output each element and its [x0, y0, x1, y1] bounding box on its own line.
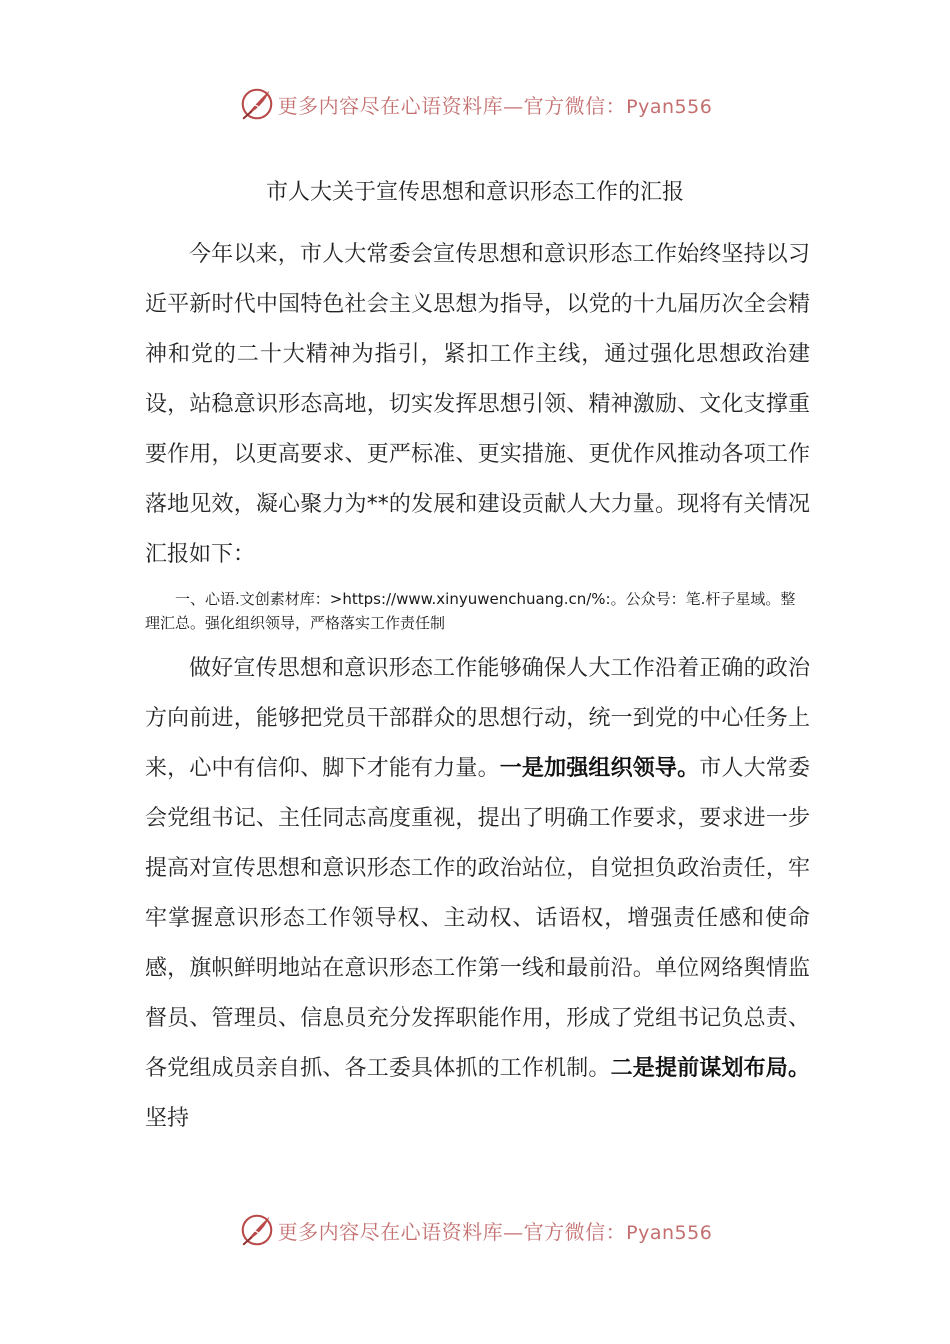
quill-pen-logo-icon [238, 85, 276, 123]
bold-point-2: 二是提前谋划布局。 [610, 1056, 810, 1081]
document-title: 市人大关于宣传思想和意识形态工作的汇报 [265, 180, 684, 205]
header-watermark-banner [0, 82, 950, 126]
body-text: 做好宣传思想和意识形态工作能够确保人大工作沿着正确的政治方向前进，能够把党员干部群众的思想行动，统一到党的中心任务上来，心中有信仰、脚下才能有力量。 [145, 656, 810, 781]
footer-watermark-banner [0, 1208, 950, 1252]
banner-text: 更多内容尽在心语资料库—官方微信：Pyan556 [277, 1219, 713, 1244]
wechat-id: Pyan556 [626, 1221, 713, 1244]
intro-paragraph: 今年以来，市人大常委会宣传思想和意识形态工作始终坚持以习近平新时代中国特色社会主义思想为指导，以党的十九届历次全会精神和党的二十大精神为指引，紧扣工作主线，通过强化思想政治建设，站稳意识形态高地，切实发挥思想引领、精神激励、文化支撑重要作用，以更高要求、更严标准、更实措施、更优作风推动各项工作落地见效，凝心聚力为**的发展和建设贡献人大力量。现将有关情况汇报如下： [145, 242, 810, 567]
quill-pen-logo-icon [238, 1211, 276, 1249]
bold-point-1: 一是加强组织领导。 [499, 756, 700, 781]
body-text: 坚持 [145, 1106, 190, 1131]
wechat-id: Pyan556 [626, 95, 713, 118]
banner-text: 更多内容尽在心语资料库—官方微信：Pyan556 [277, 93, 713, 118]
section-heading-1: 一、心语.文创素材库：>https://www.xinyuwenchuang.cn/%:。公众号：笔.杆子星域。整理汇总。强化组织领导，严格落实工作责任制 [145, 590, 796, 632]
body-paragraph [145, 644, 810, 1144]
body-text: 市人大常委会党组书记、主任同志高度重视，提出了明确工作要求，要求进一步提高对宣传思想和意识形态工作的政治站位，自觉担负政治责任，牢牢掌握意识形态工作领导权、主动权、话语权，增强责任感和使命感，旗帜鲜明地站在意识形态工作第一线和最前沿。单位网络舆情监督员、管理员、信息员充分发挥职能作用，形成了党组书记负总责、各党组成员亲自抓、各工委具体抓的工作机制。 [145, 756, 810, 1081]
